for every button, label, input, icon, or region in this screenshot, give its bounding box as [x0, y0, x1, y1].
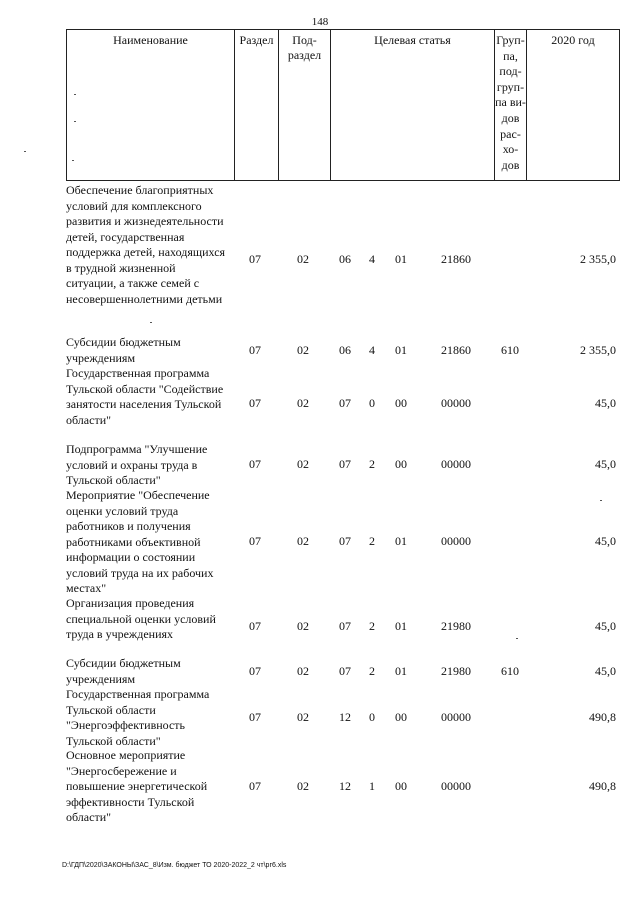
- row-name: [66, 183, 234, 307]
- celevaya-event-cell: 01: [395, 664, 407, 678]
- row-name: [66, 748, 234, 826]
- gruppa-cell: 610: [501, 664, 519, 678]
- scan-speck: [600, 500, 602, 501]
- header-celevaya: [330, 29, 494, 181]
- name-line: эффективности Тульской: [66, 794, 195, 809]
- header-gruppa-line: Груп-: [496, 33, 525, 47]
- header-name-label: Наименование: [113, 33, 188, 47]
- celevaya-direction-cell: 21860: [441, 252, 471, 266]
- header-name: [66, 29, 234, 181]
- name-line: учреждениям: [66, 350, 136, 365]
- name-line: Основное мероприятие: [66, 748, 186, 762]
- name-line: Субсидии бюджетным: [66, 656, 181, 670]
- name-line: Обеспечение благоприятных: [66, 183, 214, 197]
- sum-cell: 490,8: [589, 710, 616, 724]
- file-path-footer: D:\ГДП\2020\ЗАКОНЫ\ЗАС_8\Изм. бюджет ТО 2020-2022_2 чт\рг6.xls: [62, 862, 287, 869]
- header-gruppa: [494, 29, 526, 181]
- celevaya-subprogram-cell: 2: [369, 534, 375, 548]
- header-gruppa-line: рас-: [500, 126, 521, 141]
- name-line: условий для комплексного: [66, 198, 202, 213]
- header-year: [526, 29, 620, 181]
- celevaya-subprogram-cell: 0: [369, 710, 375, 724]
- podrazdel-cell: 02: [297, 710, 309, 724]
- row-name: [66, 656, 234, 687]
- name-line: "Энергоэффективность: [66, 718, 185, 732]
- podrazdel-cell: 02: [297, 252, 309, 266]
- razdel-cell: 07: [249, 534, 261, 548]
- celevaya-event-cell: 00: [395, 457, 407, 471]
- name-line: Тульской области: [66, 702, 156, 717]
- celevaya-subprogram-cell: 2: [369, 619, 375, 633]
- podrazdel-cell: 02: [297, 396, 309, 410]
- row-name: [66, 596, 234, 643]
- name-line: местах": [66, 581, 107, 595]
- header-gruppa-line: хо-: [502, 142, 519, 157]
- name-line: условий труда на их рабочих: [66, 565, 214, 580]
- celevaya-event-cell: 01: [395, 534, 407, 548]
- celevaya-subprogram-cell: 2: [369, 457, 375, 471]
- name-line: Тульской области": [66, 733, 161, 748]
- name-line: ситуации, а также семей с: [66, 276, 200, 290]
- podrazdel-cell: 02: [297, 534, 309, 548]
- celevaya-subprogram-cell: 0: [369, 396, 375, 410]
- razdel-cell: 07: [249, 457, 261, 471]
- header-gruppa-line: дов: [501, 157, 520, 172]
- razdel-cell: 07: [249, 252, 261, 266]
- header-razdel-label: Раздел: [239, 33, 274, 47]
- name-line: оценки условий труда: [66, 503, 179, 518]
- name-line: работниками объективной: [66, 534, 201, 549]
- name-line: Подпрограмма "Улучшение: [66, 442, 208, 456]
- header-podrazdel-line: Под-: [292, 33, 317, 47]
- sum-cell: 45,0: [595, 664, 616, 678]
- name-line: занятости населения Тульской: [66, 397, 222, 411]
- scan-speck: [74, 94, 76, 95]
- name-line: развития и жизнедеятельности: [66, 214, 224, 228]
- celevaya-program-cell: 12: [339, 779, 351, 793]
- razdel-cell: 07: [249, 779, 261, 793]
- celevaya-event-cell: 00: [395, 779, 407, 793]
- name-line: специальной оценки условий: [66, 611, 216, 626]
- header-gruppa-line: дов: [501, 110, 520, 125]
- podrazdel-cell: 02: [297, 619, 309, 633]
- scan-speck: [74, 121, 76, 122]
- header-gruppa-line: па ви-: [495, 95, 526, 110]
- celevaya-program-cell: 12: [339, 710, 351, 724]
- header-gruppa-line: груп-: [496, 79, 525, 94]
- sum-cell: 45,0: [595, 619, 616, 633]
- name-line: Субсидии бюджетным: [66, 335, 181, 349]
- celevaya-direction-cell: 00000: [441, 534, 471, 548]
- header-gruppa-line: под-: [499, 64, 522, 79]
- sum-cell: 2 355,0: [580, 252, 616, 266]
- celevaya-direction-cell: 00000: [441, 457, 471, 471]
- row-name: [66, 442, 234, 489]
- header-gruppa-line: па,: [503, 48, 518, 63]
- celevaya-program-cell: 07: [339, 619, 351, 633]
- row-name: [66, 335, 234, 366]
- page-number: 148: [311, 16, 329, 28]
- sum-cell: 490,8: [589, 779, 616, 793]
- header-year-label: 2020 год: [551, 33, 595, 47]
- celevaya-program-cell: 07: [339, 534, 351, 548]
- name-line: несовершеннолетними детьми: [66, 291, 223, 306]
- scan-speck: [24, 151, 26, 152]
- scan-speck: [150, 322, 152, 323]
- name-line: учреждениям: [66, 671, 136, 686]
- podrazdel-cell: 02: [297, 457, 309, 471]
- header-podrazdel: [278, 29, 330, 181]
- celevaya-direction-cell: 21980: [441, 664, 471, 678]
- name-line: повышение энергетической: [66, 779, 208, 793]
- podrazdel-cell: 02: [297, 343, 309, 357]
- name-line: детей, государственная: [66, 229, 185, 244]
- name-line: Тульской области "Содействие: [66, 381, 224, 396]
- name-line: Государственная программа: [66, 687, 210, 701]
- scan-speck: [72, 160, 74, 161]
- celevaya-subprogram-cell: 2: [369, 664, 375, 678]
- celevaya-event-cell: 01: [395, 252, 407, 266]
- celevaya-subprogram-cell: 4: [369, 252, 375, 266]
- podrazdel-cell: 02: [297, 779, 309, 793]
- header-podrazdel-line: раздел: [287, 48, 322, 62]
- celevaya-program-cell: 06: [339, 252, 351, 266]
- row-name: [66, 488, 234, 597]
- row-name: [66, 687, 234, 749]
- name-line: информации о состоянии: [66, 550, 196, 564]
- sum-cell: 45,0: [595, 457, 616, 471]
- celevaya-event-cell: 01: [395, 343, 407, 357]
- celevaya-program-cell: 07: [339, 457, 351, 471]
- celevaya-program-cell: 07: [339, 664, 351, 678]
- gruppa-cell: 610: [501, 343, 519, 357]
- name-line: "Энергосбережение и: [66, 763, 177, 778]
- name-line: работников и получения: [66, 519, 191, 533]
- celevaya-program-cell: 07: [339, 396, 351, 410]
- razdel-cell: 07: [249, 619, 261, 633]
- podrazdel-cell: 02: [297, 664, 309, 678]
- name-line: условий и охраны труда в: [66, 457, 198, 472]
- celevaya-event-cell: 00: [395, 396, 407, 410]
- celevaya-program-cell: 06: [339, 343, 351, 357]
- celevaya-direction-cell: 21980: [441, 619, 471, 633]
- name-line: поддержка детей, находящихся: [66, 245, 226, 259]
- razdel-cell: 07: [249, 343, 261, 357]
- razdel-cell: 07: [249, 396, 261, 410]
- name-line: в трудной жизненной: [66, 260, 176, 275]
- name-line: труда в учреждениях: [66, 627, 174, 641]
- sum-cell: 2 355,0: [580, 343, 616, 357]
- celevaya-subprogram-cell: 4: [369, 343, 375, 357]
- row-name: [66, 366, 234, 428]
- name-line: Мероприятие "Обеспечение: [66, 488, 210, 502]
- sum-cell: 45,0: [595, 534, 616, 548]
- celevaya-direction-cell: 00000: [441, 710, 471, 724]
- celevaya-subprogram-cell: 1: [369, 779, 375, 793]
- celevaya-direction-cell: 00000: [441, 396, 471, 410]
- name-line: Государственная программа: [66, 366, 210, 380]
- celevaya-event-cell: 01: [395, 619, 407, 633]
- sum-cell: 45,0: [595, 396, 616, 410]
- name-line: Тульской области": [66, 473, 161, 487]
- name-line: области": [66, 810, 112, 824]
- razdel-cell: 07: [249, 664, 261, 678]
- name-line: области": [66, 412, 112, 427]
- celevaya-direction-cell: 00000: [441, 779, 471, 793]
- header-celevaya-label: Целевая статья: [374, 33, 451, 47]
- scan-speck: [516, 638, 518, 639]
- razdel-cell: 07: [249, 710, 261, 724]
- name-line: Организация проведения: [66, 596, 195, 610]
- header-razdel: [234, 29, 278, 181]
- celevaya-direction-cell: 21860: [441, 343, 471, 357]
- celevaya-event-cell: 00: [395, 710, 407, 724]
